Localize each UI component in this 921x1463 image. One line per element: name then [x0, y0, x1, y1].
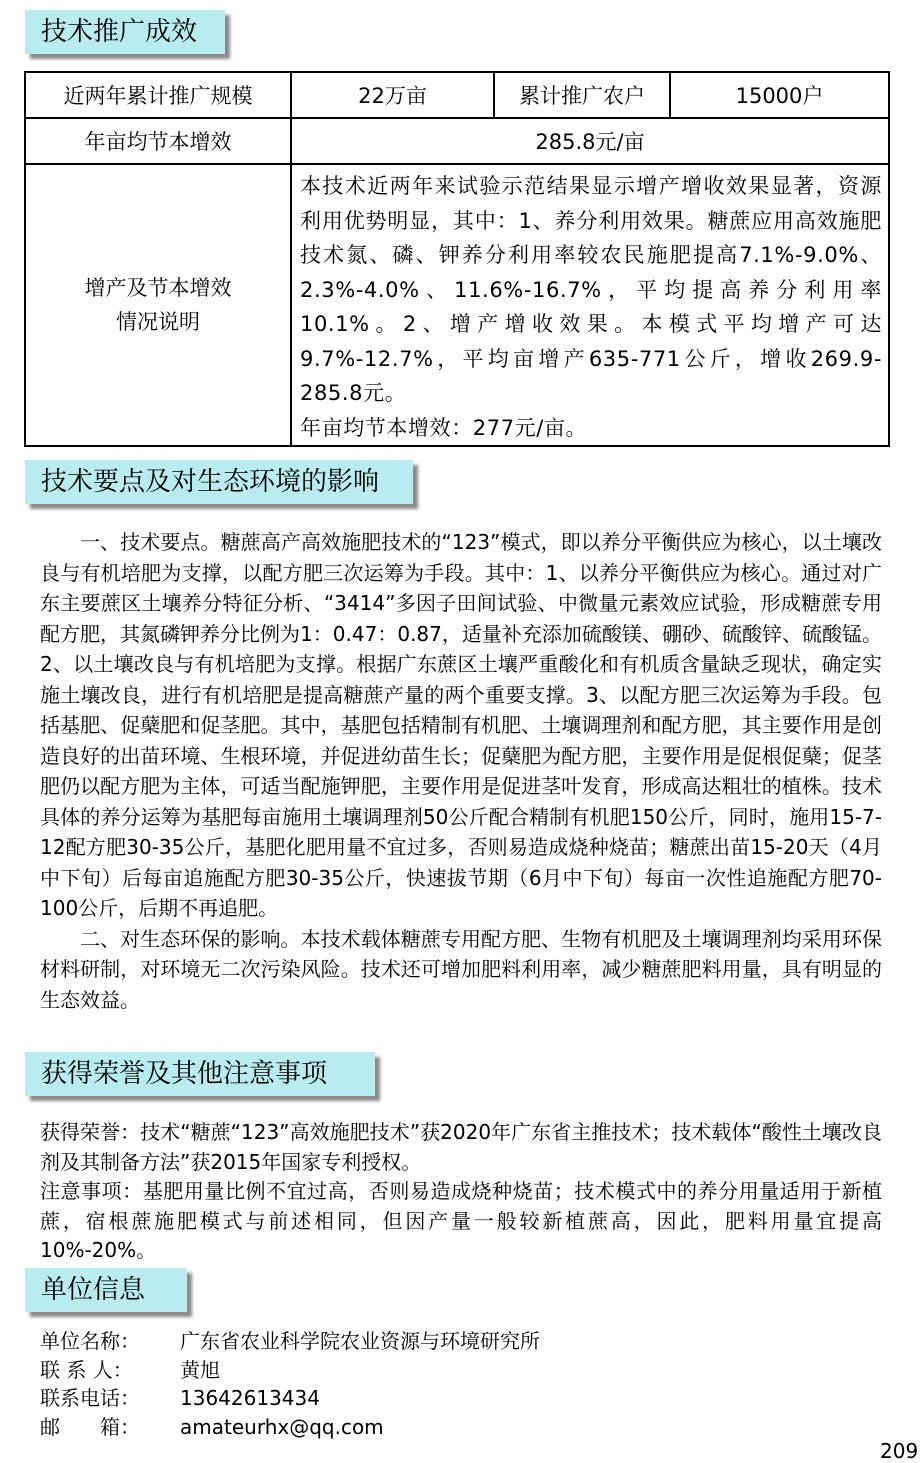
email-label: 邮 箱： — [40, 1414, 140, 1439]
results-table — [24, 71, 890, 447]
desc-label — [25, 164, 291, 446]
cost-label: 年亩均节本增效 — [25, 118, 291, 164]
email-row — [40, 1413, 540, 1442]
phone-label: 联系电话： — [40, 1386, 140, 1410]
unit-info — [40, 1327, 540, 1441]
scale-value: 22万亩 — [291, 72, 494, 118]
scale-label: 近两年累计推广规模 — [25, 72, 291, 118]
honor-paragraph: 获得荣誉：技术“糖蔗“123”高效施肥技术”获2020年广东省主推技术；技术载体“酸性土壤改良剂及其制备方法”获2015年国家专利授权。 — [40, 1120, 882, 1174]
contact-row — [40, 1356, 540, 1385]
honor-body — [40, 1118, 882, 1266]
desc-label-line1: 增产及节本增效 — [84, 276, 232, 300]
tech-body — [40, 527, 882, 1015]
phone-value: 13642613434 — [180, 1386, 320, 1410]
farmers-value: 15000户 — [670, 72, 889, 118]
page-number: 209 — [880, 1439, 919, 1463]
desc-text: 本技术近两年来试验示范结果显示增产增收效果显著，资源利用优势明显，其中：1、养分利用效果。糖蔗应用高效施肥技术氮、磷、钾养分利用率较农民施肥提高7.1%-9.0%、2.3%-4.0%、11.6%-16.7%，平均提高养分利用率10.1%。2、增产增收效果。本模式平均增产可达9.7%-12.7%，平均亩增产635-771公斤，增收269.9-285.8元。 — [300, 174, 882, 405]
email-value: amateurhx@qq.com — [180, 1414, 384, 1439]
farmers-label: 累计推广农户 — [494, 72, 670, 118]
section-title-unit: 单位信息 — [25, 1268, 187, 1312]
section-title-tech: 技术要点及对生态环境的影响 — [25, 460, 413, 504]
desc-last: 年亩均节本增效：277元/亩。 — [300, 415, 588, 440]
section-title-honor: 获得荣誉及其他注意事项 — [25, 1052, 375, 1096]
table-row — [25, 72, 889, 118]
desc-cell — [291, 164, 889, 446]
unit-name-label: 单位名称： — [40, 1329, 140, 1353]
section-title-results: 技术推广成效 — [25, 10, 225, 54]
notice-paragraph: 注意事项：基肥用量比例不宜过高，否则易造成烧种烧苗；技术模式中的养分用量适用于新植蔗，宿根蔗施肥模式与前述相同，但因产量一般较新植蔗高，因此，肥料用量宜提高10%-20%。 — [40, 1179, 882, 1262]
desc-label-line2: 情况说明 — [116, 310, 200, 334]
cost-value: 285.8元/亩 — [291, 118, 889, 164]
table-row — [25, 118, 889, 164]
unit-name-value: 广东省农业科学院农业资源与环境研究所 — [180, 1329, 540, 1353]
phone-row — [40, 1384, 540, 1413]
contact-value: 黄旭 — [180, 1357, 220, 1382]
contact-label: 联 系 人： — [40, 1357, 133, 1382]
tech-paragraph-1: 一、技术要点。糖蔗高产高效施肥技术的“123”模式，即以养分平衡供应为核心，以土壤改良与有机培肥为支撑，以配方肥三次运筹为手段。其中：1、以养分平衡供应为核心。通过对广东主要蔗区土壤养分特征分析、“3414”多因子田间试验、中微量元素效应试验，形成糖蔗专用配方肥，其氮磷钾养分比例为1：0.47：0.87，适量补充添加硫酸镁、硼砂、硫酸锌、硫酸锰。2、以土壤改良与有机培肥为支撑。根据广东蔗区土壤严重酸化和有机质含量缺乏现状，确定实施土壤改良，进行有机培肥是提高糖蔗产量的两个重要支撑。3、以配方肥三次运筹为手段。包括基肥、促蘖肥和促茎肥。其中，基肥包括精制有机肥、土壤调理剂和配方肥，其主要作用是创造良好的出苗环境、生根环境，并促进幼苗生长；促蘖肥为配方肥，主要作用是促根促蘖；促茎肥仍以配方肥为主体，可适当配施钾肥，主要作用是促进茎叶发育，形成高达粗壮的植株。技术具体的养分运筹为基肥每亩施用土壤调理剂50公斤配合精制有机肥150公斤，同时，施用15-7-12配方肥30-35公斤，基肥化肥用量不宜过多，否则易造成烧种烧苗；糖蔗出苗15-20天（4月中下旬）后每亩追施配方肥30-35公斤，快速拔节期（6月中下旬）每亩一次性追施配方肥70-100公斤，后期不再追肥。 — [40, 530, 882, 920]
tech-paragraph-2: 二、对生态环保的影响。本技术载体糖蔗专用配方肥、生物有机肥及土壤调理剂均采用环保材料研制，对环境无二次污染风险。技术还可增加肥料利用率，减少糖蔗肥料用量，具有明显的生态效益。 — [40, 926, 882, 1012]
unit-name-row — [40, 1327, 540, 1356]
table-row — [25, 164, 889, 446]
